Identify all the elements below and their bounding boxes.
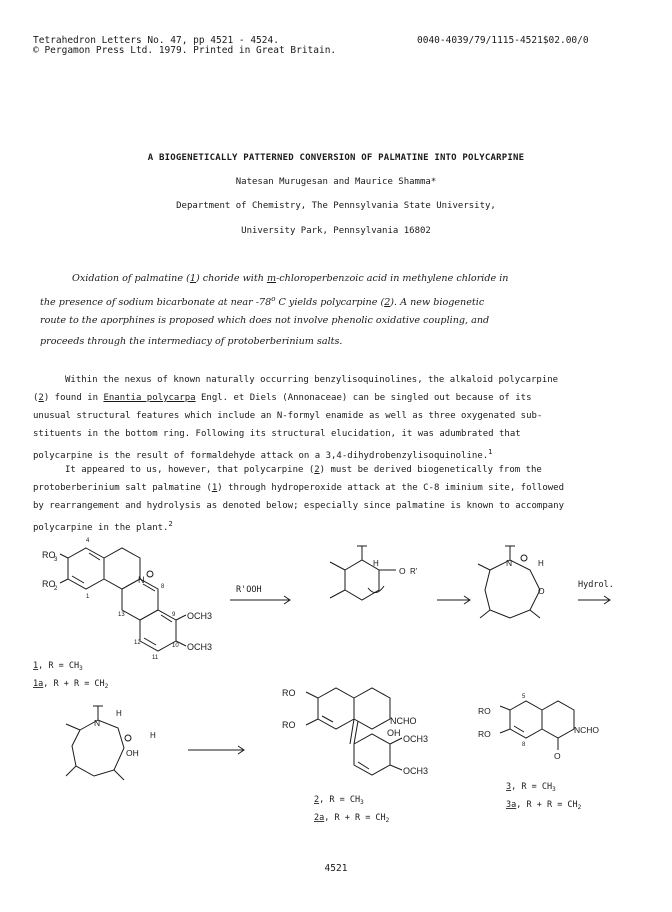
- position-8: 8: [161, 584, 165, 590]
- structure-palmatine: [60, 548, 186, 651]
- ro-2: RO: [42, 579, 56, 589]
- authors: Natesan Murugesan and Maurice Shamma*: [235, 177, 437, 187]
- body-line: stituents in the bottom ring. Following its structural elucidation, it was adumbrated that: [33, 429, 521, 439]
- iminium-n: N: [138, 575, 145, 585]
- compound-label-2a: 2a, $R + R = CH_2$: [314, 813, 390, 824]
- affiliation-line-1: Department of Chemistry, The Pennsylvania State University,: [176, 201, 496, 211]
- body-line: (2) found in Enantia polycarpa Engl. et Diels (Annonaceae) can be singled out because of its: [33, 393, 532, 403]
- intermediate-adduct: [330, 546, 396, 600]
- ro-3: RO: [42, 550, 56, 560]
- intermediate-oxazepinium: [478, 546, 540, 618]
- article-code: 0040-4039/79/1115-4521$02.00/0: [417, 35, 589, 46]
- body-line: It appeared to us, however, that polycarpine (2) must be derived biogenetically from the: [65, 465, 542, 475]
- body-line: polycarpine is the result of formaldehyde attack on a 3,4-dihydrobenzylisoquinoline.$^1$: [33, 448, 493, 461]
- position-8: 8: [522, 742, 526, 748]
- r-prime: R': [410, 567, 418, 576]
- ro-lower: RO: [478, 729, 491, 739]
- position-9: 9: [172, 612, 176, 618]
- position-10: 10: [172, 643, 179, 649]
- position-3: 3: [54, 557, 58, 563]
- position-4: 4: [86, 538, 90, 544]
- och3-upper: OCH3: [403, 734, 429, 744]
- reagent-hydrolysis: Hydrol.: [578, 580, 614, 590]
- n-formyl: NCHO: [390, 716, 417, 726]
- position-1: 1: [86, 594, 90, 600]
- reaction-scheme: [0, 530, 672, 850]
- body-line: polycarpine in the plant.$^2$: [33, 520, 173, 533]
- ro-lower: RO: [282, 720, 296, 730]
- ring-n: N: [506, 558, 513, 568]
- compound-label-1a: 1a, $R + R = CH_2$: [33, 679, 109, 690]
- peroxide-o: O: [399, 566, 406, 576]
- compound-label-2: 2, $R = CH_3$: [314, 795, 364, 806]
- hydroxyl: OH: [126, 748, 139, 758]
- paper-title: A BIOGENETICALLY PATTERNED CONVERSION OF PALMATINE INTO POLYCARPINE: [147, 153, 525, 163]
- h-atom: H: [538, 559, 544, 568]
- n-formyl: NCHO: [574, 725, 600, 735]
- och3-lower: OCH3: [403, 766, 429, 776]
- body-line: by rearrangement and hydrolysis as denoted below; especially since palmatine is known to accompany: [33, 501, 565, 511]
- position-13: 13: [118, 612, 125, 618]
- reagent-peroxide: R'OOH: [236, 585, 262, 595]
- ro-upper: RO: [282, 688, 296, 698]
- copyright-line: © Pergamon Press Ltd. 1979. Printed in Great Britain.: [33, 45, 337, 56]
- compound-label-3a: 3a, $R + R = CH_2$: [506, 800, 582, 811]
- compound-label-3: 3, $R = CH_3$: [506, 782, 556, 793]
- carbonyl-o: O: [554, 751, 561, 761]
- ro-upper: RO: [478, 706, 491, 716]
- abstract-line: the presence of sodium bicarbonate at near -78$^o$ C yields polycarpine (2). A new biogenetic: [40, 295, 485, 309]
- position-5: 5: [522, 694, 526, 700]
- affiliation-line-2: University Park, Pennsylvania 16802: [241, 226, 431, 236]
- abstract-line: proceeds through the intermediacy of protoberberinium salts.: [40, 336, 343, 347]
- body-line: Within the nexus of known naturally occurring benzylisoquinolines, the alkaloid polycarpine: [65, 375, 559, 385]
- position-12: 12: [134, 640, 141, 646]
- h-atom: H: [373, 559, 379, 568]
- och3-10: OCH3: [187, 642, 213, 652]
- body-line: unusual structural features which include an N-formyl enamide as well as three oxygenated sub-: [33, 411, 543, 421]
- ring-o: O: [538, 586, 545, 596]
- journal-citation: Tetrahedron Letters No. 47, pp 4521 - 4524.: [33, 35, 279, 46]
- abstract-line: route to the aporphines is proposed which does not involve phenolic oxidative coupling, and: [40, 315, 490, 326]
- compound-label-1: 1, $R = CH_3$: [33, 661, 83, 672]
- och3-9: OCH3: [187, 611, 213, 621]
- h-atom: H: [116, 709, 122, 718]
- structure-lactam: [500, 701, 574, 750]
- ring-n: N: [94, 718, 101, 728]
- body-line: protoberberinium salt palmatine (1) through hydroperoxide attack at the C-8 iminium site, followed: [33, 483, 565, 493]
- abstract-line: Oxidation of palmatine (1) choride with m-chloroperbenzoic acid in methylene chloride in: [72, 273, 509, 284]
- position-11: 11: [152, 655, 159, 661]
- phenol-oh: OH: [387, 728, 401, 738]
- page-number: 4521: [324, 863, 348, 874]
- h-atom: H: [150, 731, 156, 740]
- position-2: 2: [54, 586, 58, 592]
